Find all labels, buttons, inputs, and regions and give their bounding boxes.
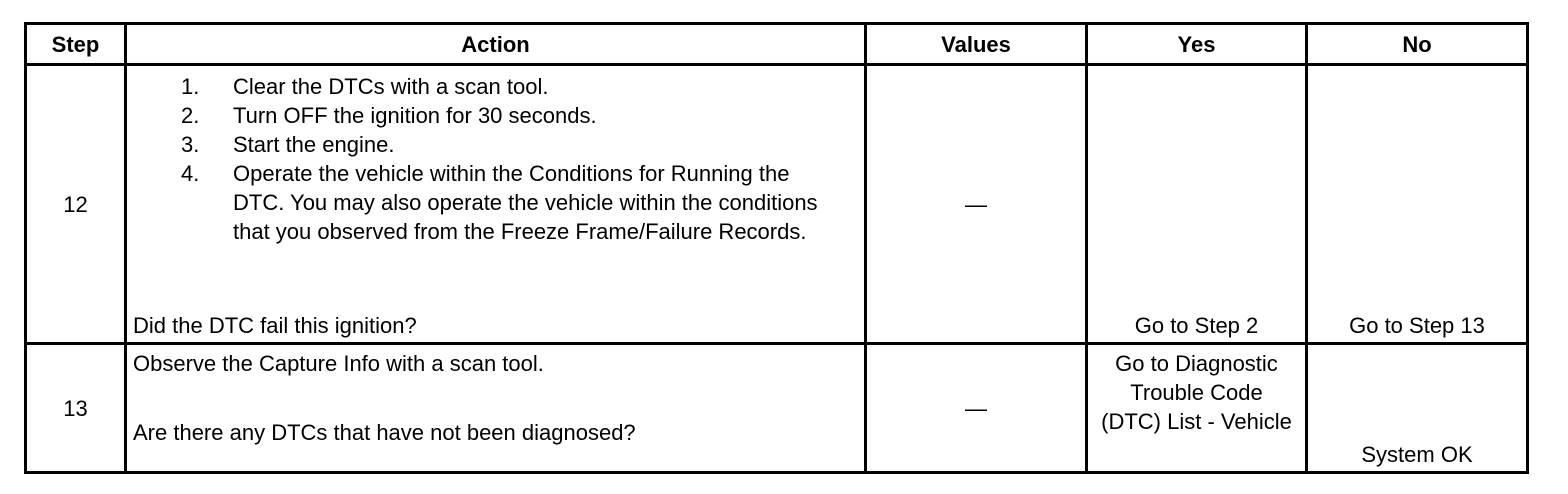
action-step-list bbox=[127, 66, 864, 246]
table-row bbox=[26, 344, 1528, 473]
values-cell: — bbox=[866, 65, 1087, 344]
header-values: Values bbox=[866, 24, 1087, 65]
header-no: No bbox=[1307, 24, 1528, 65]
step-item-number: 3. bbox=[181, 132, 200, 157]
yes-cell bbox=[1087, 344, 1307, 473]
step-item-number: 1. bbox=[181, 74, 200, 99]
action-question: Did the DTC fail this ignition? bbox=[133, 313, 417, 338]
no-link: System OK bbox=[1361, 442, 1473, 467]
action-text: Observe the Capture Info with a scan tool. bbox=[133, 351, 544, 376]
values-cell: — bbox=[866, 344, 1087, 473]
list-item bbox=[127, 72, 864, 101]
header-yes: Yes bbox=[1087, 24, 1307, 65]
step-item-text: Clear the DTCs with a scan tool. bbox=[233, 74, 549, 99]
step-item-text: Turn OFF the ignition for 30 seconds. bbox=[233, 103, 597, 128]
action-cell bbox=[126, 65, 866, 344]
step-number: 12 bbox=[26, 65, 126, 344]
no-link: Go to Step 13 bbox=[1349, 313, 1485, 338]
list-item bbox=[127, 101, 864, 130]
step-item-number: 4. bbox=[181, 161, 200, 186]
yes-link: Go to Step 2 bbox=[1134, 313, 1259, 338]
header-action: Action bbox=[126, 24, 866, 65]
no-cell bbox=[1307, 65, 1528, 344]
action-cell bbox=[126, 344, 866, 473]
step-item-text: Start the engine. bbox=[233, 132, 395, 157]
yes-link: Go to Diagnostic Trouble Code (DTC) List - Vehicle bbox=[1101, 351, 1292, 434]
yes-cell bbox=[1087, 65, 1307, 344]
no-cell bbox=[1307, 344, 1528, 473]
step-number: 13 bbox=[26, 344, 126, 473]
header-row bbox=[26, 24, 1528, 65]
table-row bbox=[26, 65, 1528, 344]
diagnostic-table bbox=[24, 22, 1529, 474]
step-item-number: 2. bbox=[181, 103, 200, 128]
list-item bbox=[127, 159, 864, 246]
list-item bbox=[127, 130, 864, 159]
action-question: Are there any DTCs that have not been diagnosed? bbox=[133, 420, 636, 445]
header-step: Step bbox=[26, 24, 126, 65]
step-item-text: Operate the vehicle within the Conditions for Running the DTC. You may also operate the vehicle within the conditions that you observed from the Freeze Frame/Failure Records. bbox=[233, 161, 818, 244]
